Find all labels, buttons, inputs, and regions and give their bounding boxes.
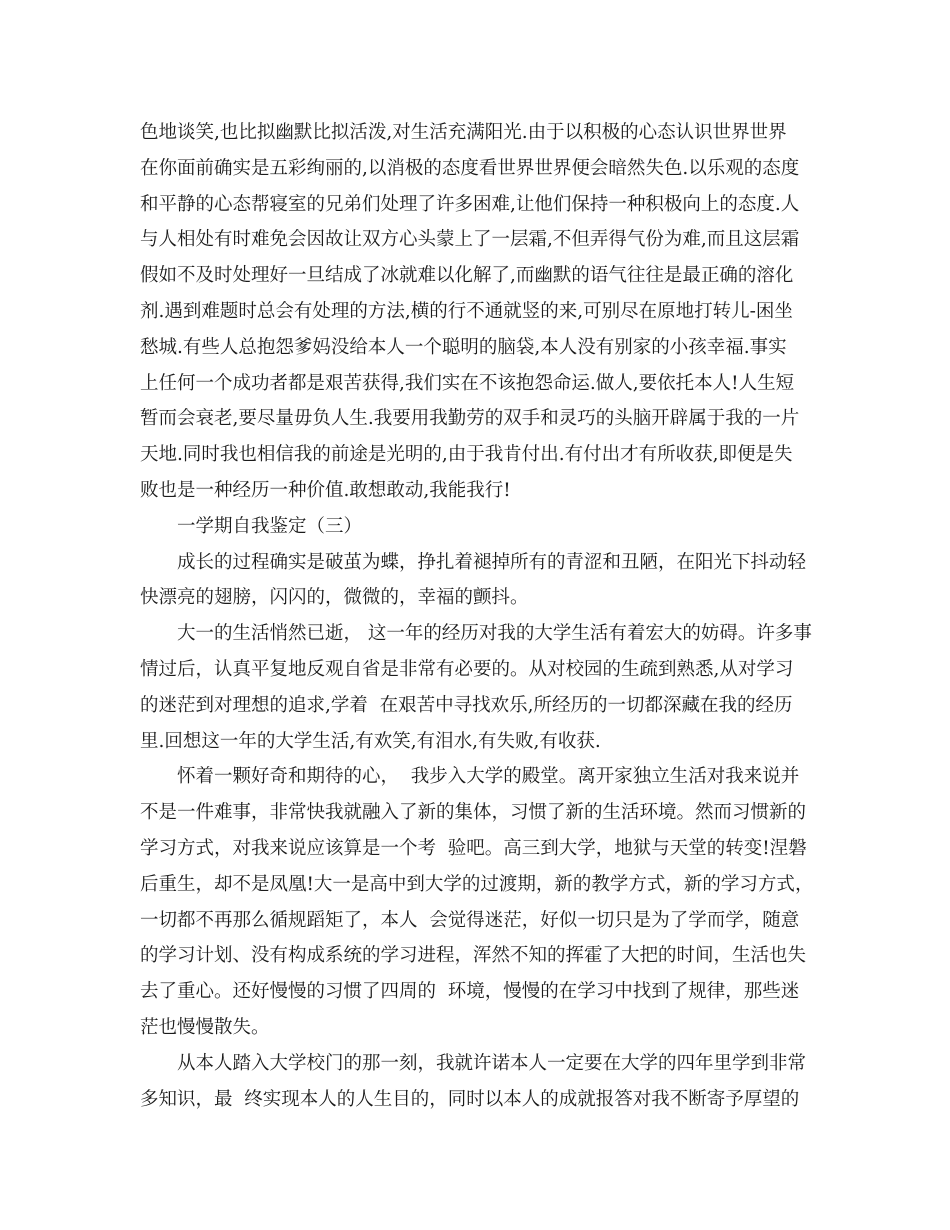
- text-line: 剂.遇到难题时总会有处理的方法,横的行不通就竖的来,可别尽在原地打转儿-困坐: [140, 300, 793, 322]
- text-line: 和平静的心态帮寝室的兄弟们处理了许多困难,让他们保持一种积极向上的态度.人: [140, 193, 800, 215]
- text-line: 成长的过程确实是破茧为蝶，挣扎着褪掉所有的青涩和丑陋，在阳光下抖动轻: [177, 551, 807, 573]
- text-line: 学习方式，对我来说应该算是一个考 验吧。高三到大学，地狱与天堂的转变!涅磐: [140, 837, 807, 859]
- text-line: 一学期自我鉴定（三）: [177, 515, 363, 537]
- text-line: 的迷茫到对理想的追求,学着 在艰苦中寻找欢乐,所经历的一切都深藏在我的经历: [140, 694, 793, 716]
- text-line: 去了重心。还好慢慢的习惯了四周的 环境，慢慢的在学习中找到了规律，那些迷: [140, 981, 800, 1003]
- text-line: 一切都不再那么循规蹈矩了，本人 会觉得迷茫，好似一切只是为了学而学，随意: [140, 909, 800, 931]
- text-line: 多知识，最 终实现本人的人生目的，同时以本人的成就报答对我不断寄予厚望的: [140, 1088, 800, 1110]
- text-line: 暂而会衰老,要尽量毋负人生.我要用我勤劳的双手和灵巧的头脑开辟属于我的一片: [140, 408, 800, 430]
- text-line: 不是一件难事，非常快我就融入了新的集体，习惯了新的生活环境。然而习惯新的: [140, 802, 807, 824]
- text-line: 茫也慢慢散失。: [140, 1016, 270, 1038]
- text-line: 天地.同时我也相信我的前途是光明的,由于我肯付出.有付出才有所收获,即便是失: [140, 444, 793, 466]
- text-line: 怀着一颗好奇和期待的心， 我步入大学的殿堂。离开家独立生活对我来说并: [177, 766, 800, 788]
- text-line: 后重生，却不是凤凰!大一是高中到大学的过渡期，新的教学方式，新的学习方式，: [140, 873, 814, 895]
- text-line: 色地谈笑,也比拟幽默比拟活泼,对生活充满阳光.由于以积极的心态认识世界世界: [140, 122, 787, 143]
- document-body: [140, 115, 815, 1117]
- text-line: 假如不及时处理好一旦结成了冰就难以化解了,而幽默的语气往往是最正确的溶化: [140, 265, 794, 287]
- text-line: 的学习计划、没有构成系统的学习进程，浑然不知的挥霍了大把的时间，生活也失: [140, 945, 807, 967]
- text-line: 败也是一种经历一种价值.敢想敢动,我能我行!: [140, 479, 511, 501]
- text-line: 愁城.有些人总抱怨爹妈没给本人一个聪明的脑袋,本人没有别家的小孩幸福.事实: [140, 336, 787, 358]
- text-line: 情过后，认真平复地反观自省是非常有必要的。从对校园的生疏到熟悉,从对学习: [140, 658, 794, 680]
- text-line: 从本人踏入大学校门的那一刻，我就许诺本人一定要在大学的四年里学到非常: [177, 1052, 807, 1074]
- text-line: 里.回想这一年的大学生活,有欢笑,有泪水,有失败,有收获.: [140, 730, 601, 752]
- text-line: 上任何一个成功者都是艰苦获得,我们实在不该抱怨命运.做人,要依托本人!人生短: [140, 372, 795, 394]
- text-line: 快漂亮的翅膀，闪闪的，微微的，幸福的颤抖。: [140, 587, 529, 609]
- text-line: 与人相处有时难免会因故让双方心头蒙上了一层霜,不但弄得气份为难,而且这层霜: [140, 229, 800, 251]
- text-line: 大一的生活悄然已逝， 这一年的经历对我的大学生活有着宏大的妨碍。许多事: [177, 623, 812, 645]
- text-line: 在你面前确实是五彩绚丽的,以消极的态度看世界世界便会暗然失色.以乐观的态度: [140, 157, 800, 179]
